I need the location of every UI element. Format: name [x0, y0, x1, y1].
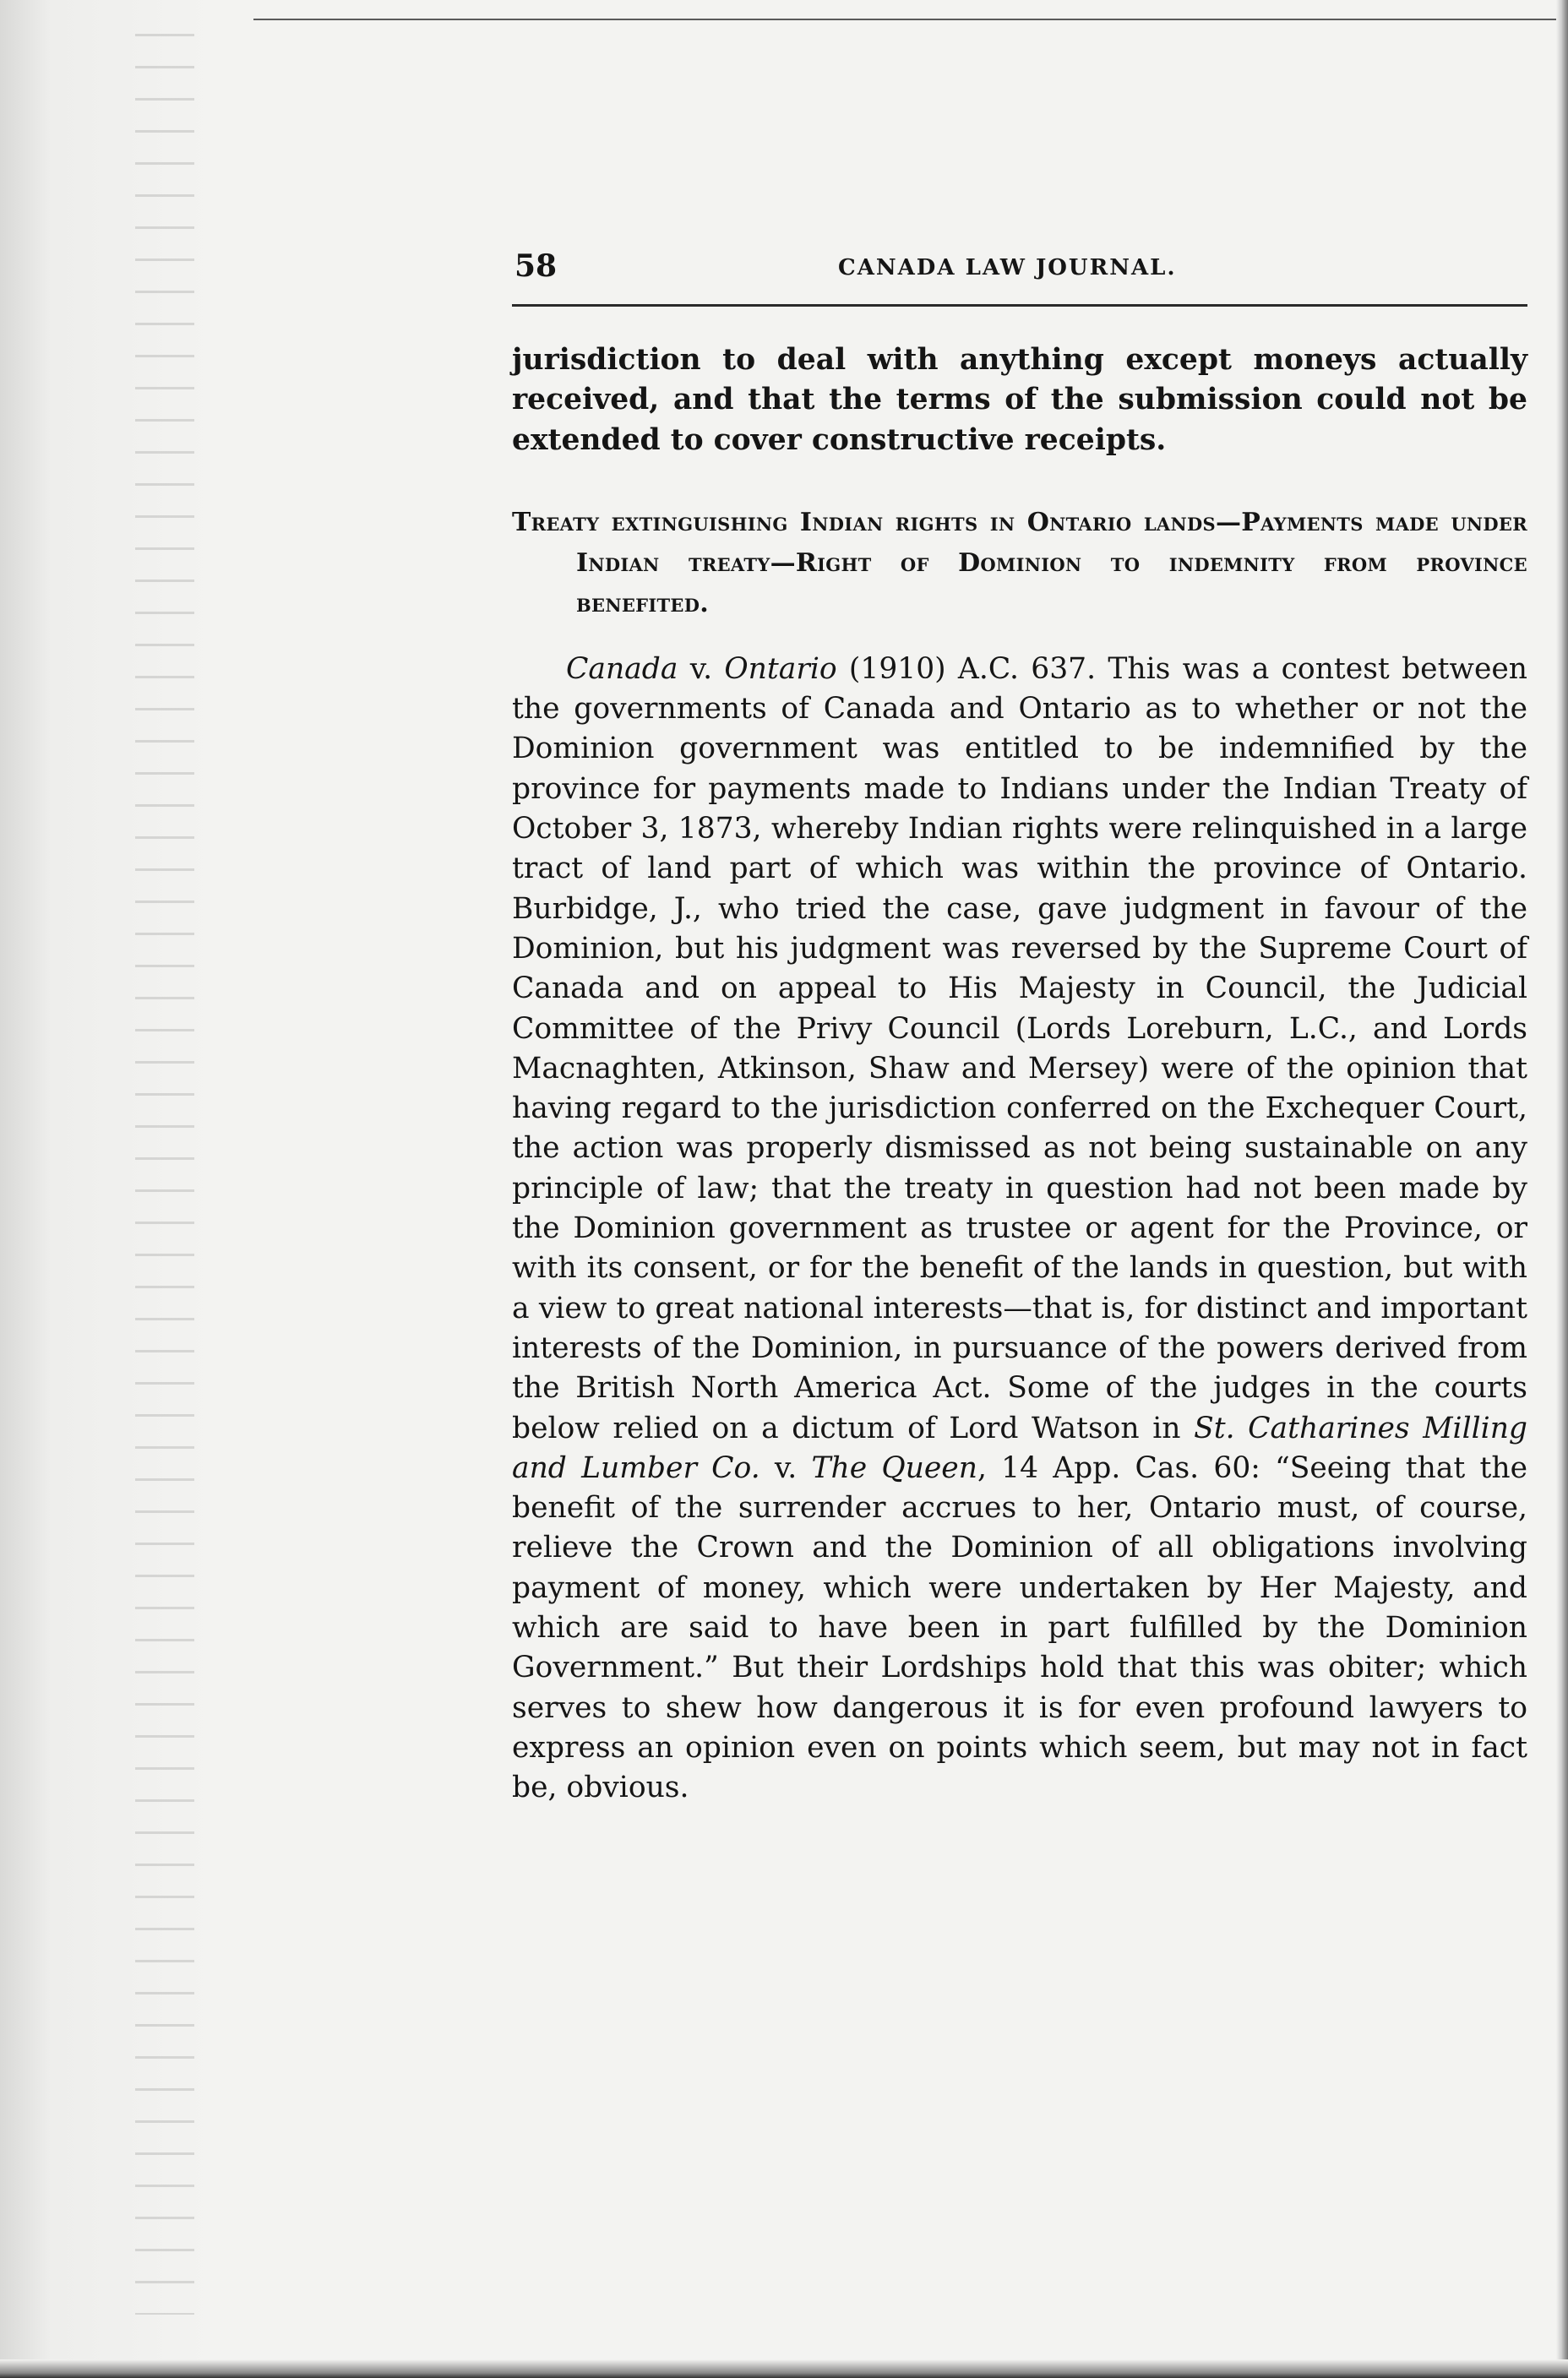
cited-case-v: v.	[760, 1450, 812, 1485]
scan-binding-marks	[135, 34, 194, 2315]
cited-case-st-catharines: St. Catharines Milling and Lumber Co.	[512, 1411, 1527, 1485]
section-heading	[512, 503, 1527, 624]
scan-top-edge	[253, 19, 1568, 20]
running-head: CANADA LAW JOURNAL.	[838, 255, 1177, 280]
case-body-part-1: This was a contest between the governments of Canada and Ontario as to whether or not the Dominion government was entitled to be indemnified by the province for payments made to Indians under the Indian Treaty of October 3, 1873, whereby Indian rights were relinquished in a large tract of land part of which was within the province of Ontario. Burbidge, J., who tried the case, gave judgment in favour of the Dominion, but his judgment was reversed by the Supreme Court of Canada and on appeal to His Majesty in Council, the Judicial Committee of the Privy Council (Lords Loreburn, L.C., and Lords Macnaghten, Atkinson, Shaw and Mersey) were of the opinion that having regard to the jurisdiction conferred on the Exchequer Court, the action was properly dismissed as not being sustainable on any principle of law; that the treaty in question had not been made by the Dominion government as trustee or agent for the Province, or with its consent, or for the benefit of the lands in question, but with a view to great national interests—that is, for distinct and important interests of the Dominion, in pursuance of the powers derived from the British North America Act. Some of the judges in the courts below relied on a dictum of Lord Watson in	[512, 651, 1528, 1445]
section-heading-text: Treaty extinguishing Indian rights in Ontario lands—Payments made under Indian treaty—Right of Dominion to indemnity from province benefited.	[512, 507, 1527, 618]
page-header	[512, 245, 1527, 304]
case-paragraph	[512, 650, 1527, 1809]
page-number: 58	[514, 248, 558, 284]
case-name-ontario: Ontario	[724, 651, 837, 686]
journal-page	[512, 245, 1527, 1837]
header-rule	[512, 304, 1527, 307]
scan-right-edge	[1556, 0, 1568, 2378]
case-body-part-2: , 14 App. Cas. 60: “Seeing that the benefit of the surrender accrues to her, Ontario must, of course, relieve the Crown and the Dominion of all obligations involving payment of money, which were undertaken by Her Majesty, and which are said to have been in part fulfilled by the Dominion Government.” But their Lordships hold that this was obiter; which serves to shew how dangerous it is for even profound lawyers to express an opinion even on points which seem, but may not in fact be, obvious.	[512, 1450, 1528, 1805]
cited-case-the-queen: The Queen	[811, 1450, 977, 1485]
case-name-canada: Canada	[566, 651, 678, 686]
scan-bottom-edge	[0, 2359, 1568, 2378]
continuation-paragraph: jurisdiction to deal with anything except moneys actually received, and that the terms of the submission could not be extended to cover constructive receipts.	[512, 343, 1527, 457]
case-v: v.	[678, 651, 725, 686]
case-citation: (1910) A.C. 637.	[836, 651, 1108, 686]
